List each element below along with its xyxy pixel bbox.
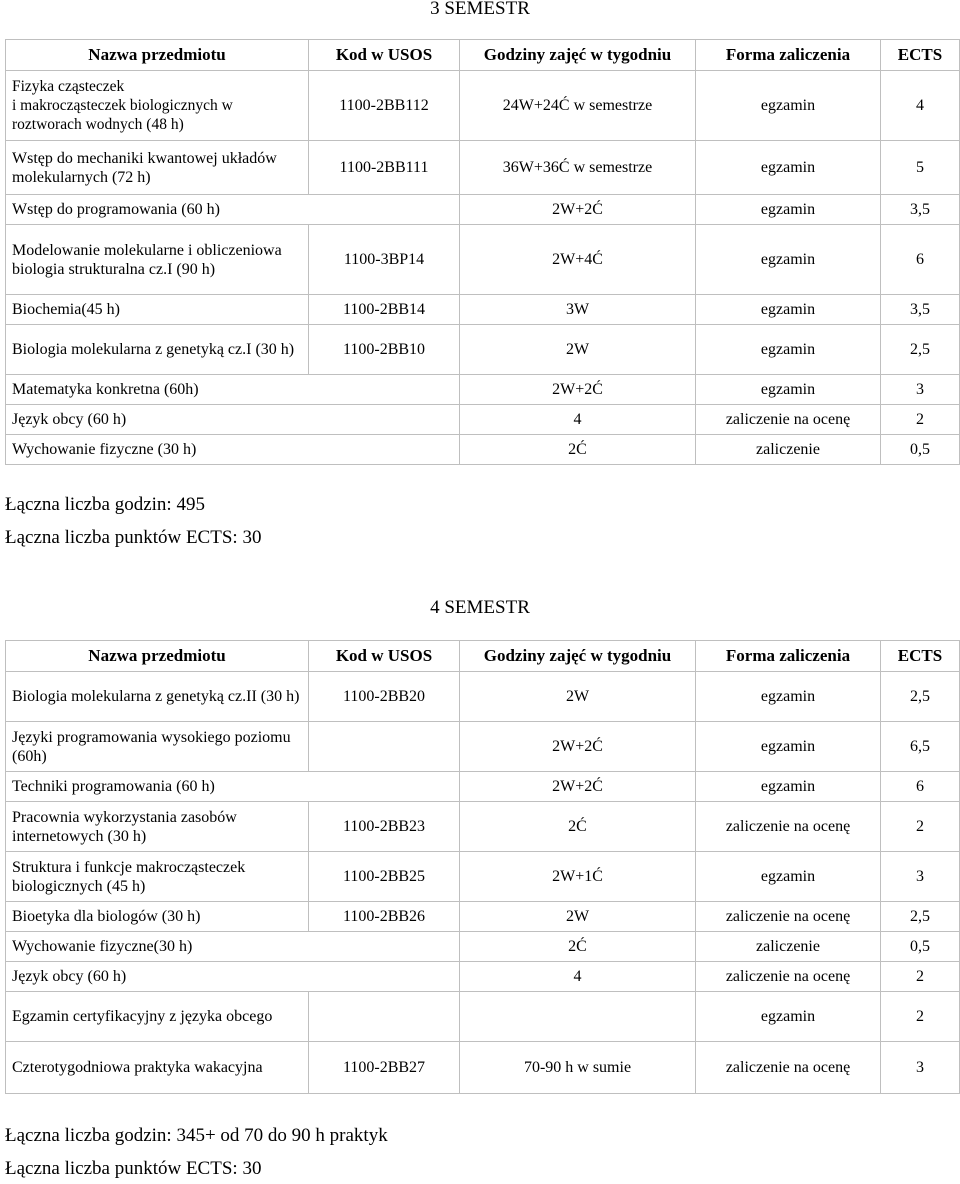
subject-hours: 2W+2Ć	[460, 195, 696, 225]
header-ects: ECTS	[881, 40, 960, 71]
subject-form: egzamin	[696, 722, 881, 772]
semester-3-total-hours	[5, 494, 205, 516]
subject-ects: 2	[881, 992, 960, 1042]
subject-name: Egzamin certyfikacyjny z języka obcego	[6, 992, 309, 1042]
table-row	[6, 772, 960, 802]
subject-name: Techniki programowania (60 h)	[6, 772, 460, 802]
subject-code	[309, 722, 460, 772]
subject-ects: 6	[881, 225, 960, 295]
subject-name: Struktura i funkcje makrocząsteczek biologicznych (45 h)	[6, 852, 309, 902]
subject-ects: 2	[881, 962, 960, 992]
subject-ects: 3	[881, 1042, 960, 1094]
subject-name: Modelowanie molekularne i obliczeniowa biologia strukturalna cz.I (90 h)	[6, 225, 309, 295]
subject-form: egzamin	[696, 71, 881, 141]
subject-ects: 2,5	[881, 325, 960, 375]
subject-name: Czterotygodniowa praktyka wakacyjna	[6, 1042, 309, 1094]
subject-form: egzamin	[696, 141, 881, 195]
table-header-row	[6, 641, 960, 672]
subject-hours: 2Ć	[460, 932, 696, 962]
total-hours-value: 495	[176, 494, 205, 515]
subject-hours: 2W+4Ć	[460, 225, 696, 295]
table-row	[6, 1042, 960, 1094]
subject-form: zaliczenie na ocenę	[696, 1042, 881, 1094]
subject-name: Wstęp do mechaniki kwantowej układów molekularnych (72 h)	[6, 141, 309, 195]
subject-name: Wychowanie fizyczne (30 h)	[6, 435, 460, 465]
header-ects: ECTS	[881, 641, 960, 672]
total-ects-label: Łączna liczba punktów ECTS:	[5, 527, 243, 548]
subject-form: zaliczenie na ocenę	[696, 405, 881, 435]
subject-ects: 2	[881, 802, 960, 852]
subject-form: egzamin	[696, 672, 881, 722]
subject-hours	[460, 992, 696, 1042]
subject-ects: 3,5	[881, 295, 960, 325]
table-row	[6, 225, 960, 295]
subject-code: 1100-2BB20	[309, 672, 460, 722]
semester-3-title: 3 SEMESTR	[430, 0, 530, 19]
subject-name: Wychowanie fizyczne(30 h)	[6, 932, 460, 962]
subject-name: Matematyka konkretna (60h)	[6, 375, 460, 405]
semester-3-table	[5, 39, 960, 465]
subject-ects: 2,5	[881, 902, 960, 932]
table-row	[6, 195, 960, 225]
table-row	[6, 435, 960, 465]
subject-form: zaliczenie na ocenę	[696, 962, 881, 992]
semester-4-total-ects	[5, 1158, 261, 1180]
subject-form: egzamin	[696, 772, 881, 802]
subject-name: Pracownia wykorzystania zasobów internetowych (30 h)	[6, 802, 309, 852]
subject-name: Biologia molekularna z genetyką cz.I (30 h)	[6, 325, 309, 375]
subject-hours: 24W+24Ć w semestrze	[460, 71, 696, 141]
semester-4-total-hours	[5, 1125, 388, 1147]
subject-form: egzamin	[696, 375, 881, 405]
table-header-row	[6, 40, 960, 71]
subject-code: 1100-2BB27	[309, 1042, 460, 1094]
subject-form: egzamin	[696, 992, 881, 1042]
header-form: Forma zaliczenia	[696, 40, 881, 71]
subject-form: egzamin	[696, 325, 881, 375]
subject-name: Wstęp do programowania (60 h)	[6, 195, 460, 225]
subject-hours: 2W+2Ć	[460, 722, 696, 772]
subject-hours: 4	[460, 962, 696, 992]
subject-form: zaliczenie	[696, 932, 881, 962]
subject-hours: 2Ć	[460, 435, 696, 465]
subject-hours: 2W	[460, 325, 696, 375]
subject-ects: 3,5	[881, 195, 960, 225]
subject-ects: 6	[881, 772, 960, 802]
header-name: Nazwa przedmiotu	[6, 641, 309, 672]
total-hours-label: Łączna liczba godzin:	[5, 1125, 177, 1146]
subject-ects: 0,5	[881, 932, 960, 962]
subject-ects: 3	[881, 852, 960, 902]
header-name: Nazwa przedmiotu	[6, 40, 309, 71]
table-row	[6, 802, 960, 852]
subject-ects: 2,5	[881, 672, 960, 722]
subject-name: Język obcy (60 h)	[6, 962, 460, 992]
subject-hours: 2W	[460, 672, 696, 722]
subject-ects: 4	[881, 71, 960, 141]
total-hours-label: Łączna liczba godzin:	[5, 494, 177, 515]
table-row	[6, 405, 960, 435]
subject-code: 1100-2BB14	[309, 295, 460, 325]
subject-form: egzamin	[696, 195, 881, 225]
semester-3-total-ects	[5, 527, 261, 549]
subject-hours: 2W+2Ć	[460, 375, 696, 405]
total-ects-label: Łączna liczba punktów ECTS:	[5, 1158, 243, 1179]
table-row	[6, 325, 960, 375]
table-row	[6, 992, 960, 1042]
subject-form: zaliczenie	[696, 435, 881, 465]
subject-code: 1100-2BB25	[309, 852, 460, 902]
subject-code	[309, 992, 460, 1042]
subject-form: zaliczenie na ocenę	[696, 802, 881, 852]
subject-hours: 2W+2Ć	[460, 772, 696, 802]
subject-form: zaliczenie na ocenę	[696, 902, 881, 932]
subject-hours: 70-90 h w sumie	[460, 1042, 696, 1094]
header-code: Kod w USOS	[309, 641, 460, 672]
subject-code: 1100-2BB112	[309, 71, 460, 141]
subject-hours: 2Ć	[460, 802, 696, 852]
subject-hours: 2W	[460, 902, 696, 932]
table-row	[6, 932, 960, 962]
subject-form: egzamin	[696, 225, 881, 295]
subject-code: 1100-2BB10	[309, 325, 460, 375]
header-hours: Godziny zajęć w tygodniu	[460, 641, 696, 672]
subject-hours: 3W	[460, 295, 696, 325]
semester-4-table	[5, 640, 960, 1094]
table-row	[6, 375, 960, 405]
table-row	[6, 672, 960, 722]
subject-name: Język obcy (60 h)	[6, 405, 460, 435]
table-row	[6, 902, 960, 932]
table-row	[6, 962, 960, 992]
total-ects-value: 30	[242, 527, 262, 548]
subject-name: Biochemia(45 h)	[6, 295, 309, 325]
subject-ects: 0,5	[881, 435, 960, 465]
header-hours: Godziny zajęć w tygodniu	[460, 40, 696, 71]
table-row	[6, 141, 960, 195]
subject-hours: 2W+1Ć	[460, 852, 696, 902]
subject-code: 1100-2BB26	[309, 902, 460, 932]
table-row	[6, 722, 960, 772]
total-ects-value: 30	[242, 1158, 262, 1179]
header-form: Forma zaliczenia	[696, 641, 881, 672]
subject-form: egzamin	[696, 295, 881, 325]
subject-code: 1100-2BB23	[309, 802, 460, 852]
table-row	[6, 852, 960, 902]
subject-name: Fizyka cząsteczek i makrocząsteczek biologicznych w roztworach wodnych (48 h)	[6, 71, 309, 141]
table-row	[6, 295, 960, 325]
total-hours-value: 345+ od 70 do 90 h praktyk	[176, 1125, 388, 1146]
subject-ects: 5	[881, 141, 960, 195]
subject-hours: 36W+36Ć w semestrze	[460, 141, 696, 195]
table-row	[6, 71, 960, 141]
subject-form: egzamin	[696, 852, 881, 902]
subject-ects: 3	[881, 375, 960, 405]
subject-name: Biologia molekularna z genetyką cz.II (30 h)	[6, 672, 309, 722]
subject-ects: 2	[881, 405, 960, 435]
header-code: Kod w USOS	[309, 40, 460, 71]
subject-name: Bioetyka dla biologów (30 h)	[6, 902, 309, 932]
semester-4-title: 4 SEMESTR	[430, 597, 530, 618]
subject-code: 1100-3BP14	[309, 225, 460, 295]
subject-name: Języki programowania wysokiego poziomu (60h)	[6, 722, 309, 772]
subject-ects: 6,5	[881, 722, 960, 772]
subject-code: 1100-2BB111	[309, 141, 460, 195]
subject-hours: 4	[460, 405, 696, 435]
